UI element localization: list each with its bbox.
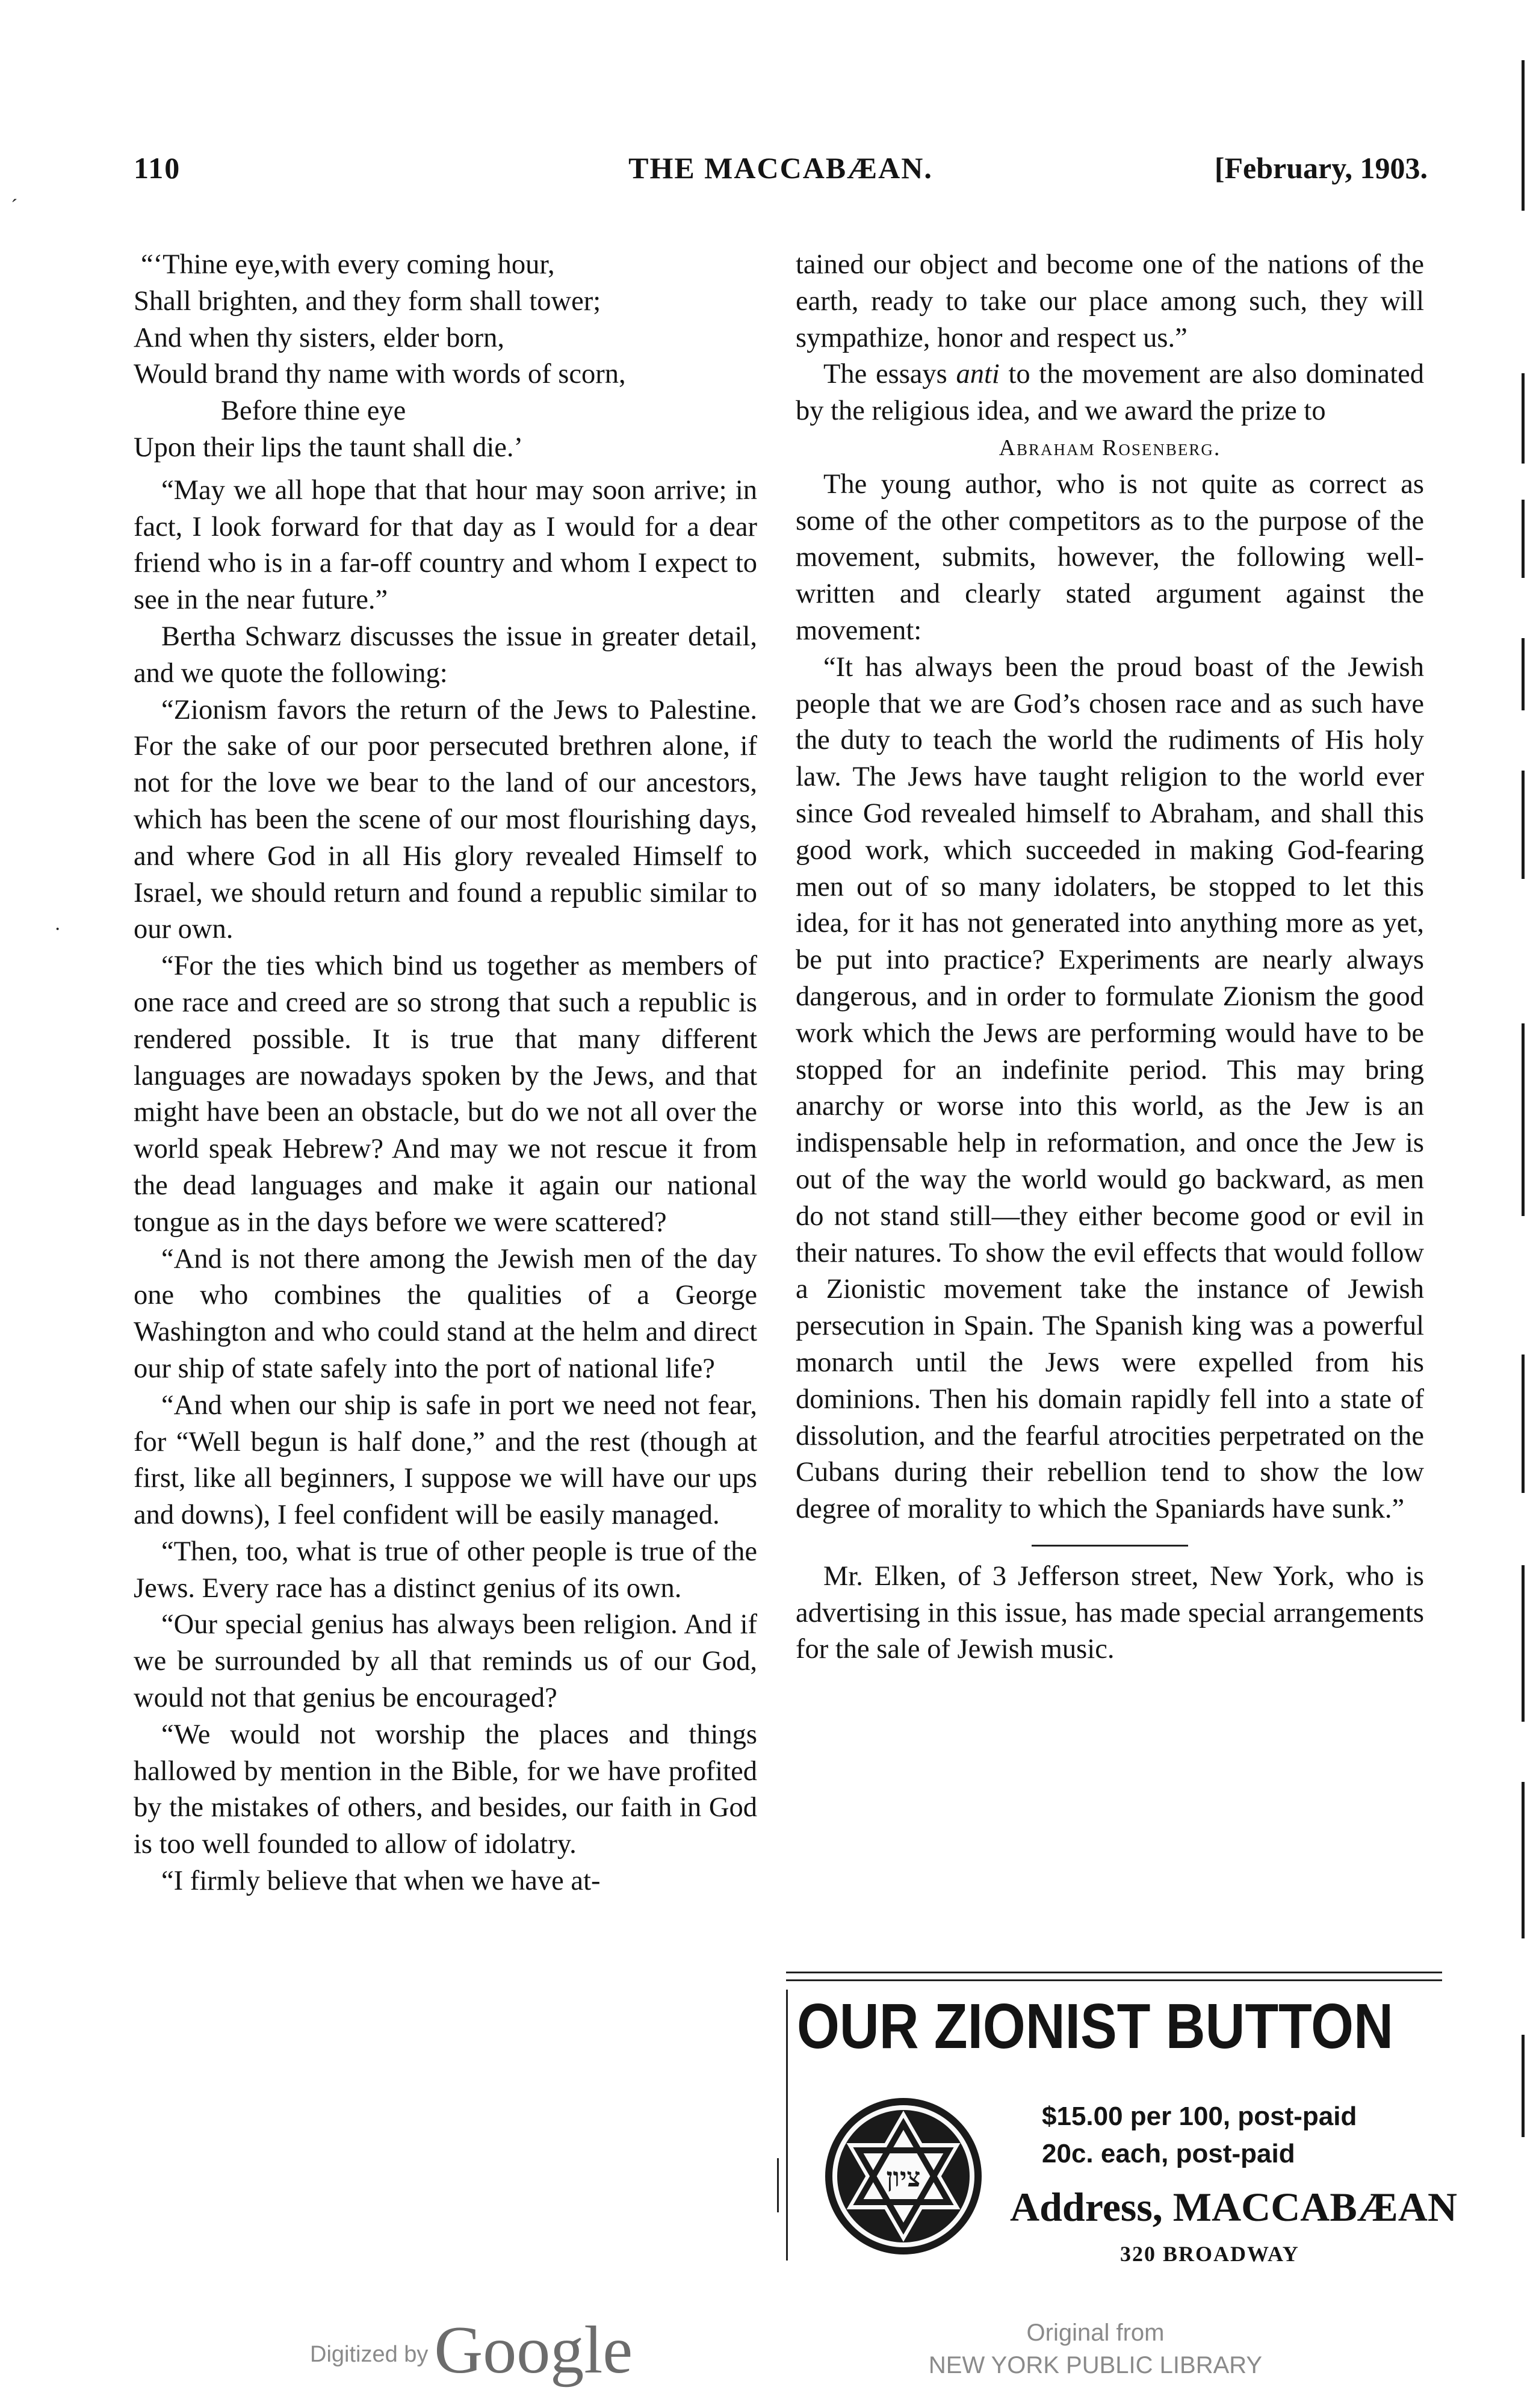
- poem-line: Shall brighten, and they form shall tower;: [134, 285, 601, 317]
- paragraph: “May we all hope that that hour may soon arrive; in fact, I look forward for that day as I would for a dear friend who is in a far-off country and whom I expect to see in the near future.”: [134, 474, 757, 616]
- paragraph: tained our object and become one of the nations of the earth, ready to take our place among such, they will sympathize, honor and respect us.”: [796, 249, 1424, 353]
- scanned-page-edge: [1522, 0, 1525, 2408]
- paragraph: Bertha Schwarz discusses the issue in greater detail, and we quote the following:: [134, 621, 757, 689]
- badge-hebrew-text: ציון: [886, 2162, 921, 2193]
- ad-pricing: [1042, 2098, 1357, 2173]
- poem-quote: [134, 247, 757, 467]
- paragraph: Mr. Elken, of 3 Jefferson street, New York, who is advertising in this issue, has made special arrangements for the sale of Jewish music.: [796, 1560, 1424, 1665]
- section-divider: [1032, 1545, 1188, 1547]
- paragraph: The young author, who is not quite as correct as some of the other competitors as to the purpose of the movement, submits, however, the following well-written and clearly stated argument against the movement:: [796, 468, 1424, 646]
- ad-top-rules: [786, 1972, 1442, 1981]
- poem-line: Would brand thy name with words of scorn,: [134, 359, 626, 390]
- paragraph: “Then, too, what is true of other people is true of the Jews. Every race has a distinct genius of its own.: [134, 1536, 757, 1604]
- paragraph: “And when our ship is safe in port we need not fear, for “Well begun is half done,” and the rest (though at first, like all beginners, I suppose we will have our ups and downs), I feel confident will be easily managed.: [134, 1389, 757, 1531]
- poem-line: “‘Thine eye,with every coming hour,: [141, 249, 555, 280]
- running-header: [134, 150, 1428, 199]
- right-column: [796, 247, 1424, 1668]
- ad-street: 320 BROADWAY: [1120, 2242, 1299, 2266]
- google-logo: Google: [434, 2313, 633, 2388]
- price-single: 20c. each, post-paid: [1042, 2139, 1295, 2168]
- paragraph: “I firmly believe that when we have at-: [161, 1866, 601, 1897]
- column-divider: [777, 2158, 779, 2212]
- margin-mark: ´: [11, 196, 18, 218]
- digitized-by-label: Digitized by: [310, 2342, 429, 2367]
- emphasis-anti: anti: [956, 359, 1000, 390]
- poem-line: Before thine eye: [221, 396, 406, 427]
- ad-headline: OUR ZIONIST BUTTON: [797, 1991, 1393, 2062]
- paragraph: The essays anti to the movement are also dominated by the religious idea, and we award the prize to: [796, 359, 1425, 427]
- left-column: [134, 247, 757, 1900]
- library-name: NEW YORK PUBLIC LIBRARY: [928, 2352, 1263, 2379]
- ad-left-border: [786, 1990, 788, 2261]
- ad-address: Address, MACCABÆAN: [1010, 2184, 1457, 2230]
- original-from-label: Original from: [1026, 2320, 1165, 2346]
- poem-line: Upon their lips the taunt shall die.’: [134, 432, 524, 463]
- digitized-by-google: [310, 2312, 633, 2389]
- price-bulk: $15.00 per 100, post-paid: [1042, 2102, 1357, 2131]
- library-attribution: [891, 2316, 1300, 2382]
- page-number: 110: [134, 151, 181, 185]
- paragraph: “Zionism favors the return of the Jews to Palestine. For the sake of our poor persecuted brethren alone, if not for the love we bear to the land of our ancestors, which has been the scene of our most flourishing days, and where God in all His glory revealed Himself to Israel, we should return and found a republic similar to our own.: [134, 694, 757, 945]
- paragraph: “Our special genius has always been religion. And if we be surrounded by all that reminds us of our God, would not that genius be encouraged?: [134, 1609, 757, 1714]
- paragraph: “For the ties which bind us together as members of one race and creed are so strong that such a republic is rendered possible. It is true that many different languages are nowadays spoken by the Jews, and that might have been an obstacle, but do we not all over the world speak Hebrew? And may we not rescue it from the dead languages and make it again our national tongue as in the days before we were scattered?: [134, 951, 757, 1238]
- issue-date: [February, 1903.: [1214, 151, 1428, 185]
- prize-winner-name: Abraham Rosenberg.: [999, 435, 1221, 461]
- star-of-david-button-icon: [822, 2095, 985, 2258]
- paragraph: “We would not worship the places and things hallowed by mention in the Bible, for we have profited by the mistakes of others, and besides, our faith in God is too well founded to allow of idolatry.: [134, 1719, 757, 1860]
- poem-line: And when thy sisters, elder born,: [134, 322, 505, 353]
- margin-mark: ·: [54, 918, 61, 940]
- paragraph: “And is not there among the Jewish men of the day one who combines the qualities of a George Washington and who could stand at the helm and direct our ship of state safely into the port of national life?: [134, 1243, 757, 1384]
- quoted-essay: “It has always been the proud boast of the Jewish people that we are God’s chosen race and as such have the duty to teach the world the rudiments of His holy law. The Jews have taught religion to the world ever since God revealed himself to Abraham, and shall this good work, which succeeded in making God-fearing men out of so many idolaters, be stopped to let this idea, for it has not generated into anything more as yet, be put into practice? Experiments are nearly always dangerous, and in order to formulate Zionism the good work which the Jews are performing would have to be stopped for an indefinite period. This may bring anarchy or worse into this world, as the Jew is an indispensable help in reformation, and once the Jew is out of the way the world would go backward, as men do not stand still—they either become good or evil in their natures. To show the evil effects that would follow a Zionistic movement take the instance of Jewish persecution in Spain. The Spanish king was a powerful monarch until the Jews were expelled from his dominions. Then his domain rapidly fell into a state of dissolution, and the fearful atrocities perpetrated on the Cubans during their rebellion tend to show the low degree of morality to which the Spaniards have sunk.”: [796, 651, 1424, 1525]
- journal-title: THE MACCABÆAN.: [628, 151, 933, 185]
- zionist-button-advertisement: [786, 1972, 1457, 2273]
